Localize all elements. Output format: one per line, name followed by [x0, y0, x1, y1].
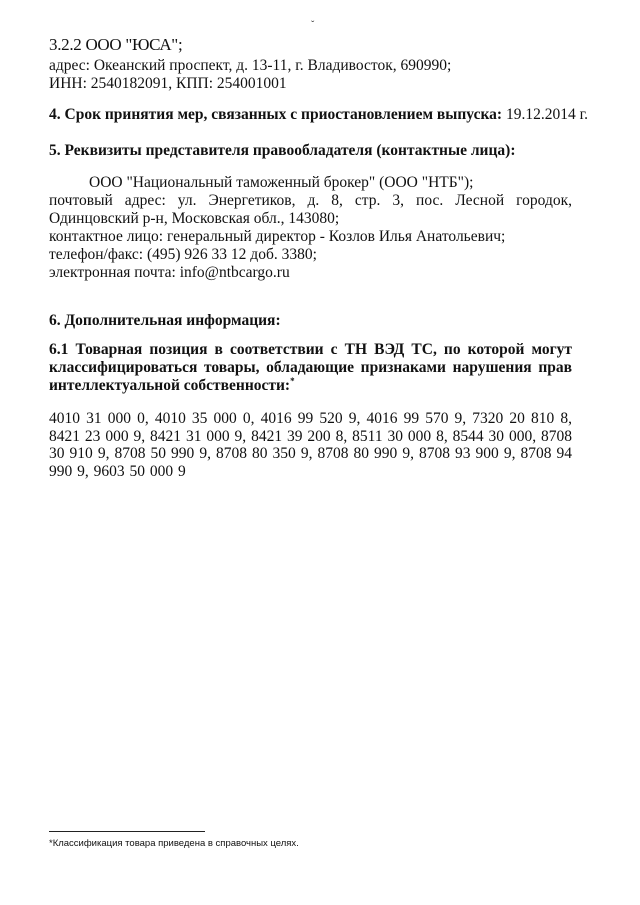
section-3-2-2-inn: ИНН: 2540182091, КПП: 254001001 — [49, 75, 287, 92]
section-6-1-heading — [49, 341, 572, 396]
representative-postal-address: почтовый адрес: ул. Энергетиков, д. 8, стр. 3, пос. Лесной городок, Одинцовский р-н, Московская обл., 143080; — [49, 192, 572, 228]
section-4 — [49, 106, 588, 124]
section-4-label: 4. Срок принятия мер, связанных с приостановлением выпуска: — [49, 106, 503, 123]
representative-contact: контактное лицо: генеральный директор - Козлов Илья Анатольевич; — [49, 228, 506, 245]
section-6-heading: 6. Дополнительная информация: — [49, 312, 281, 329]
scan-mark: ˇ — [311, 20, 315, 31]
section-4-date: 19.12.2014 г. — [505, 106, 589, 123]
section-5-heading: 5. Реквизиты представителя правообладателя (контактные лица): — [49, 142, 516, 159]
section-6-1-text: 6.1 Товарная позиция в соответствии с ТН ВЭД ТС, по которой могут классифицироваться товары, обладающие признаками нарушения прав интеллектуальной собственности: — [49, 341, 572, 395]
section-3-2-2-heading: 3.2.2 ООО "ЮСА"; — [49, 35, 183, 54]
representative-phone: телефон/факс: (495) 926 33 12 доб. 3380; — [49, 246, 317, 263]
footnote-divider — [49, 831, 205, 832]
representative-org: ООО "Национальный таможенный брокер" (ООО "НТБ"); — [89, 174, 474, 191]
hs-codes-list: 4010 31 000 0, 4010 35 000 0, 4016 99 520 9, 4016 99 570 9, 7320 20 810 8, 8421 23 000 9, 8421 31 000 9, 8421 39 200 8, 8511 30 000 8, 8544 30 000, 8708 30 910 9, 8708 50 990 9, 8708 80 350 9, 8708 80 990 9, 8708 93 900 9, 8708 94 990 9, 9603 50 000 9 — [49, 410, 572, 481]
footnote-marker: * — [290, 376, 295, 387]
representative-email: электронная почта: info@ntbcargo.ru — [49, 264, 290, 281]
footnote-text: *Классификация товара приведена в справочных целях. — [49, 838, 299, 849]
section-3-2-2-address: адрес: Океанский проспект, д. 13-11, г. Владивосток, 690990; — [49, 57, 452, 74]
